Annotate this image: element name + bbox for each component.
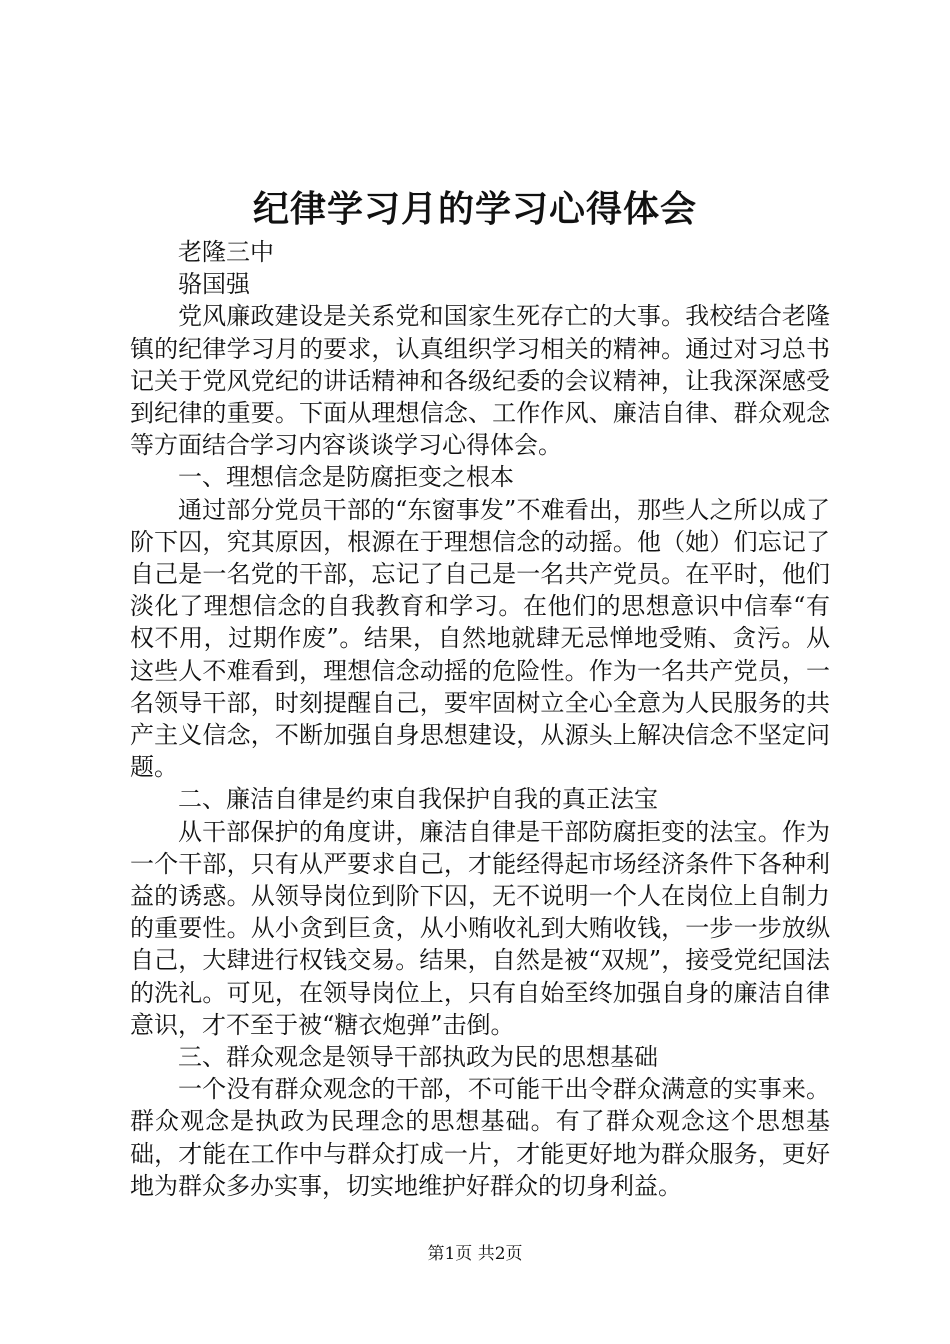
paragraph-section-2: 从干部保护的角度讲，廉洁自律是干部防腐拒变的法宝。作为一个干部，只有从严要求自己，才能经得起市场经济条件下各种利益的诱惑。从领导岗位到阶下囚，无不说明一个人在岗位上自制力的重要性。从小贪到巨贪，从小贿收礼到大贿收钱，一步一步放纵自己，大肆进行权钱交易。结果，自然是被“双规”，接受党纪国法的洗礼。可见，在领导岗位上，只有自始至终加强自身的廉洁自律意识，才不至于被“糖衣炮弹”击倒。: [130, 817, 830, 1039]
section-heading-1: 一、理想信念是防腐拒变之根本: [178, 463, 514, 492]
paragraph-section-1: 通过部分党员干部的“东窗事发”不难看出，那些人之所以成了阶下囚，究其原因，根源在于理想信念的动摇。他（她）们忘记了自己是一名党的干部，忘记了自己是一名共产党员。在平时，他们淡化了理想信念的自我教育和学习。在他们的思想意识中信奉“有权不用，过期作废”。结果，自然地就肆无忌惮地受贿、贪污。从这些人不难看到，理想信念动摇的危险性。作为一名共产党员，一名领导干部，时刻提醒自己，要牢固树立全心全意为人民服务的共产主义信念，不断加强自身思想建设，从源头上解决信念不坚定问题。: [130, 495, 830, 782]
section-heading-3: 三、群众观念是领导干部执政为民的思想基础: [178, 1043, 658, 1072]
paragraph-intro: 党风廉政建设是关系党和国家生死存亡的大事。我校结合老隆镇的纪律学习月的要求，认真组织学习相关的精神。通过对习总书记关于党风党纪的讲话精神和各级纪委的会议精神，让我深深感受到纪律的重要。下面从理想信念、工作作风、廉洁自律、群众观念等方面结合学习内容谈谈学习心得体会。: [130, 302, 830, 460]
page-number-footer: 第1页 共2页: [427, 1244, 523, 1264]
paragraph-section-3: 一个没有群众观念的干部，不可能干出令群众满意的实事来。群众观念是执政为民理念的思想基础。有了群众观念这个思想基础，才能在工作中与群众打成一片，才能更好地为群众服务，更好地为群众多办实事，切实地维护好群众的切身利益。: [130, 1075, 830, 1200]
section-heading-2: 二、廉洁自律是约束自我保护自我的真正法宝: [178, 785, 658, 814]
author-name: 骆国强: [178, 270, 250, 299]
document-title: 纪律学习月的学习心得体会: [252, 188, 697, 230]
school-name: 老隆三中: [178, 238, 274, 266]
document-body: [130, 236, 830, 1202]
